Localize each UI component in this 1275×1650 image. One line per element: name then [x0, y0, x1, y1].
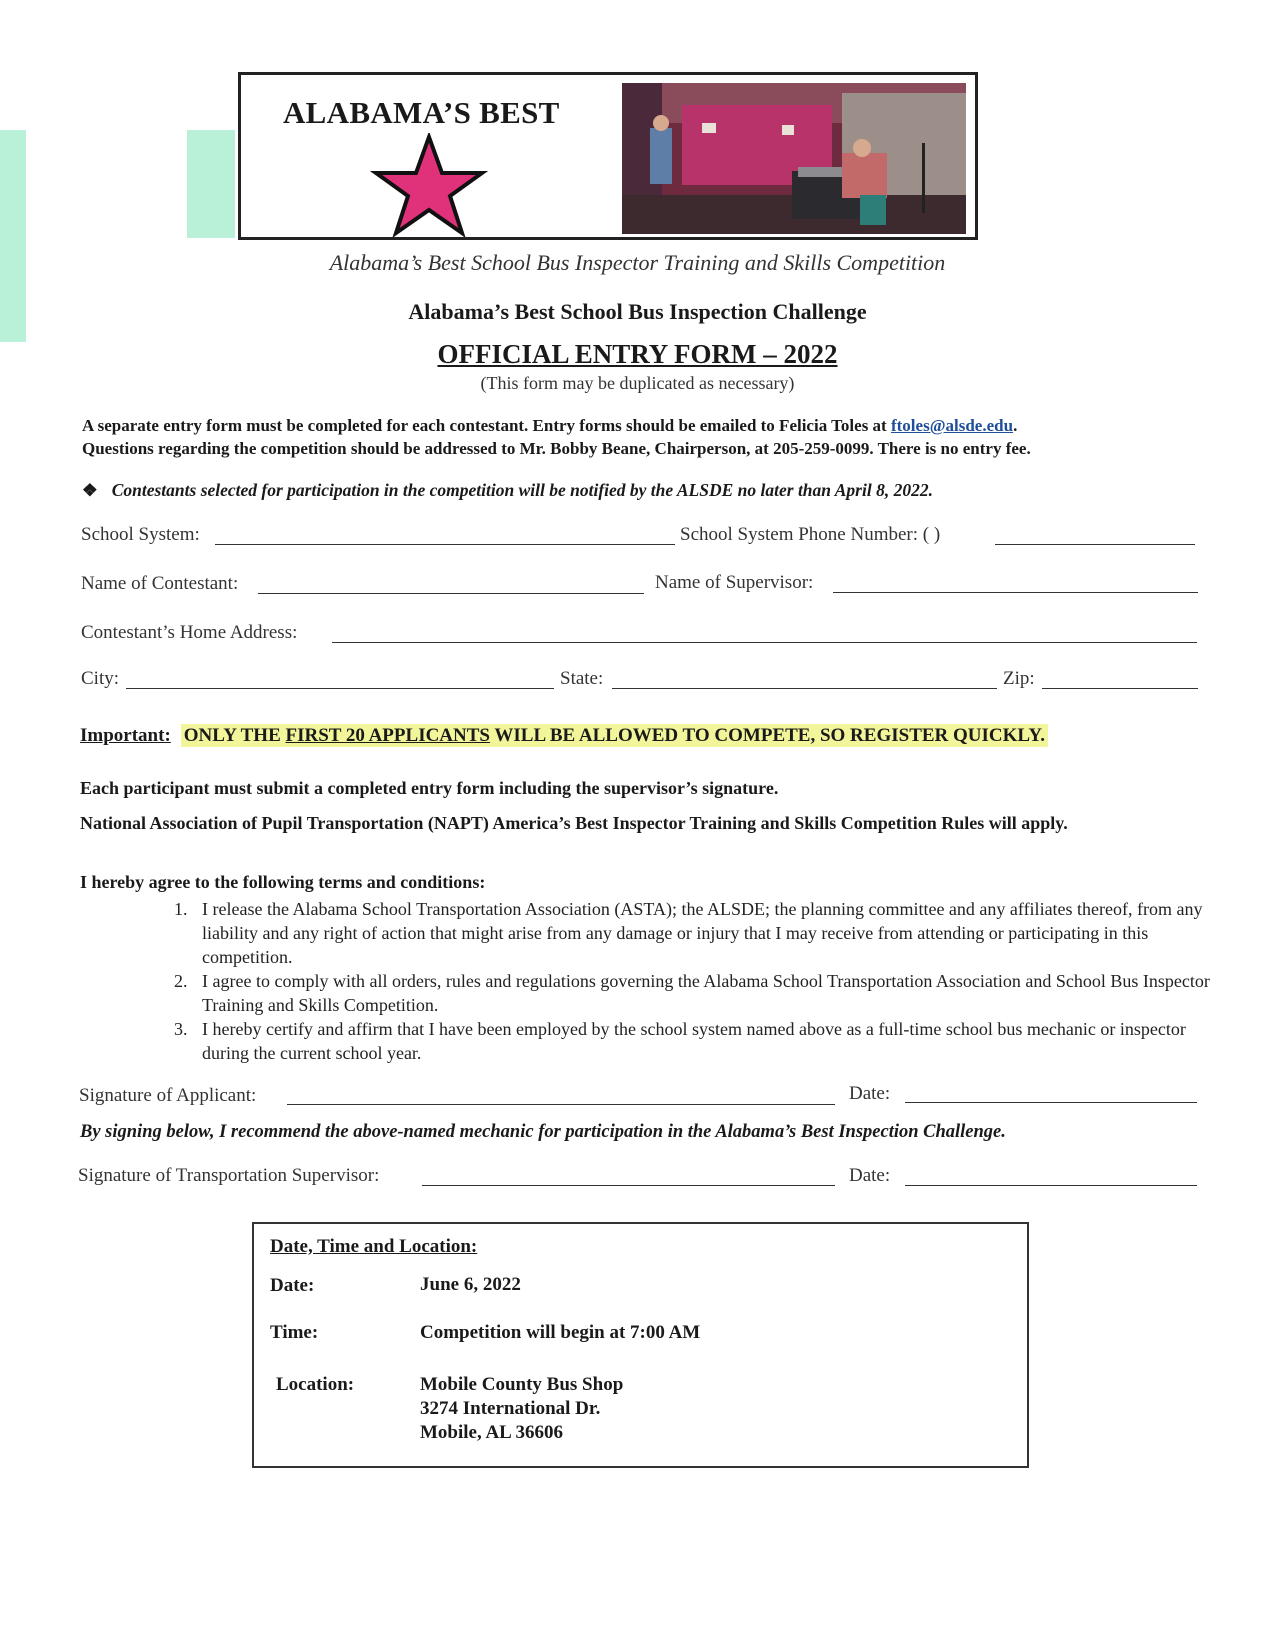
- date-field-2[interactable]: [905, 1185, 1197, 1186]
- brand-title: ALABAMA’S BEST: [283, 95, 560, 130]
- school-system-field[interactable]: [215, 544, 675, 545]
- intro-paragraph: A separate entry form must be completed for each contestant. Entry forms should be emailed to Felicia Toles at ftoles@alsde.edu. Questions regarding the competition should be addressed to Mr. Bobby Beane, Chairperson, at 205-259-0099. There is no entry fee.: [82, 414, 1222, 460]
- terms-item: 2. I agree to comply with all orders, rules and regulations governing the Alabama School Transportation Association and School Bus Inspector Training and Skills Competition.: [192, 969, 1215, 1017]
- challenge-title: Alabama’s Best School Bus Inspection Challenge: [408, 299, 867, 324]
- event-location-value: [420, 1373, 623, 1445]
- phone-label: School System Phone Number: ( ): [680, 524, 941, 545]
- contestant-field[interactable]: [258, 593, 644, 594]
- state-label: State:: [560, 668, 604, 689]
- competition-photo: [622, 83, 966, 234]
- important-label: Important:: [80, 725, 171, 746]
- school-system-label: School System:: [81, 524, 200, 545]
- form-title: OFFICIAL ENTRY FORM – 2022: [437, 339, 838, 369]
- zip-label: Zip:: [1003, 668, 1035, 689]
- notice: [82, 480, 1222, 501]
- supervisor-field[interactable]: [833, 592, 1198, 593]
- diamond-bullet-icon: ❖: [82, 480, 98, 500]
- applicant-signature-label: Signature of Applicant:: [79, 1085, 257, 1106]
- city-label: City:: [81, 668, 120, 689]
- applicant-signature-field[interactable]: [287, 1104, 835, 1105]
- phone-field[interactable]: [995, 544, 1195, 545]
- date-label-1: Date:: [849, 1083, 891, 1104]
- event-time-value: Competition will begin at 7:00 AM: [420, 1322, 701, 1343]
- star-icon: [370, 133, 488, 237]
- date-label-2: Date:: [849, 1165, 891, 1186]
- zip-field[interactable]: [1042, 688, 1198, 689]
- notice-text: Contestants selected for participation in the competition will be notified by the ALSDE no later than April 8, 2022.: [111, 480, 933, 500]
- event-location-label: Location:: [276, 1374, 355, 1395]
- terms-item: 3. I hereby certify and affirm that I have been employed by the school system named above as a full-time school bus mechanic or inspector during the current school year.: [192, 1017, 1215, 1065]
- terms-heading: I hereby agree to the following terms and conditions:: [80, 872, 486, 892]
- intro-line2: Questions regarding the competition should be addressed to Mr. Bobby Beane, Chairperson, at 205-259-0099. There is no entry fee.: [82, 439, 1031, 458]
- date-field-1[interactable]: [905, 1102, 1197, 1103]
- event-date-value: June 6, 2022: [420, 1274, 521, 1295]
- napt-rules: National Association of Pupil Transportation (NAPT) America’s Best Inspector Training and Skills Competition Rules will apply.: [80, 813, 1068, 833]
- tagline: Alabama’s Best School Bus Inspector Training and Skills Competition: [329, 250, 946, 275]
- scan-strip-inner: [187, 130, 235, 238]
- event-info-box: [252, 1222, 1029, 1468]
- important-notice: [80, 725, 1048, 747]
- supervisor-signature-label: Signature of Transportation Supervisor:: [78, 1165, 380, 1186]
- event-info-title: Date, Time and Location:: [270, 1236, 478, 1257]
- city-field[interactable]: [126, 688, 554, 689]
- terms-list: [80, 897, 1215, 1065]
- recommendation-statement: By signing below, I recommend the above-named mechanic for participation in the Alabama’s Best Inspection Challenge.: [80, 1122, 1006, 1142]
- event-time-label: Time:: [270, 1322, 319, 1343]
- duplicate-note: (This form may be duplicated as necessary): [480, 373, 795, 393]
- location-line: 3274 International Dr.: [420, 1398, 601, 1419]
- address-label: Contestant’s Home Address:: [81, 622, 298, 643]
- contestant-label: Name of Contestant:: [81, 573, 239, 594]
- location-line: Mobile, AL 36606: [420, 1422, 564, 1443]
- address-field[interactable]: [332, 642, 1197, 643]
- important-highlight: ONLY THE FIRST 20 APPLICANTS WILL BE ALLOWED TO COMPETE, SO REGISTER QUICKLY.: [181, 724, 1048, 747]
- email-link[interactable]: ftoles@alsde.edu: [890, 416, 1014, 435]
- intro-line1: A separate entry form must be completed for each contestant. Entry forms should be emailed to Felicia Toles at: [82, 416, 891, 435]
- state-field[interactable]: [612, 688, 997, 689]
- supervisor-label: Name of Supervisor:: [655, 572, 814, 593]
- terms-item: 1. I release the Alabama School Transportation Association (ASTA); the ALSDE; the planning committee and any affiliates thereof, from any liability and any right of action that might arise from any damage or injury that I may receive from attending or participating in this competition.: [192, 897, 1215, 969]
- location-line: Mobile County Bus Shop: [420, 1374, 624, 1395]
- supervisor-signature-field[interactable]: [422, 1185, 835, 1186]
- signature-requirement: Each participant must submit a completed entry form including the supervisor’s signature.: [80, 778, 779, 798]
- terms-section: [80, 872, 1215, 1065]
- event-date-label: Date:: [270, 1275, 315, 1296]
